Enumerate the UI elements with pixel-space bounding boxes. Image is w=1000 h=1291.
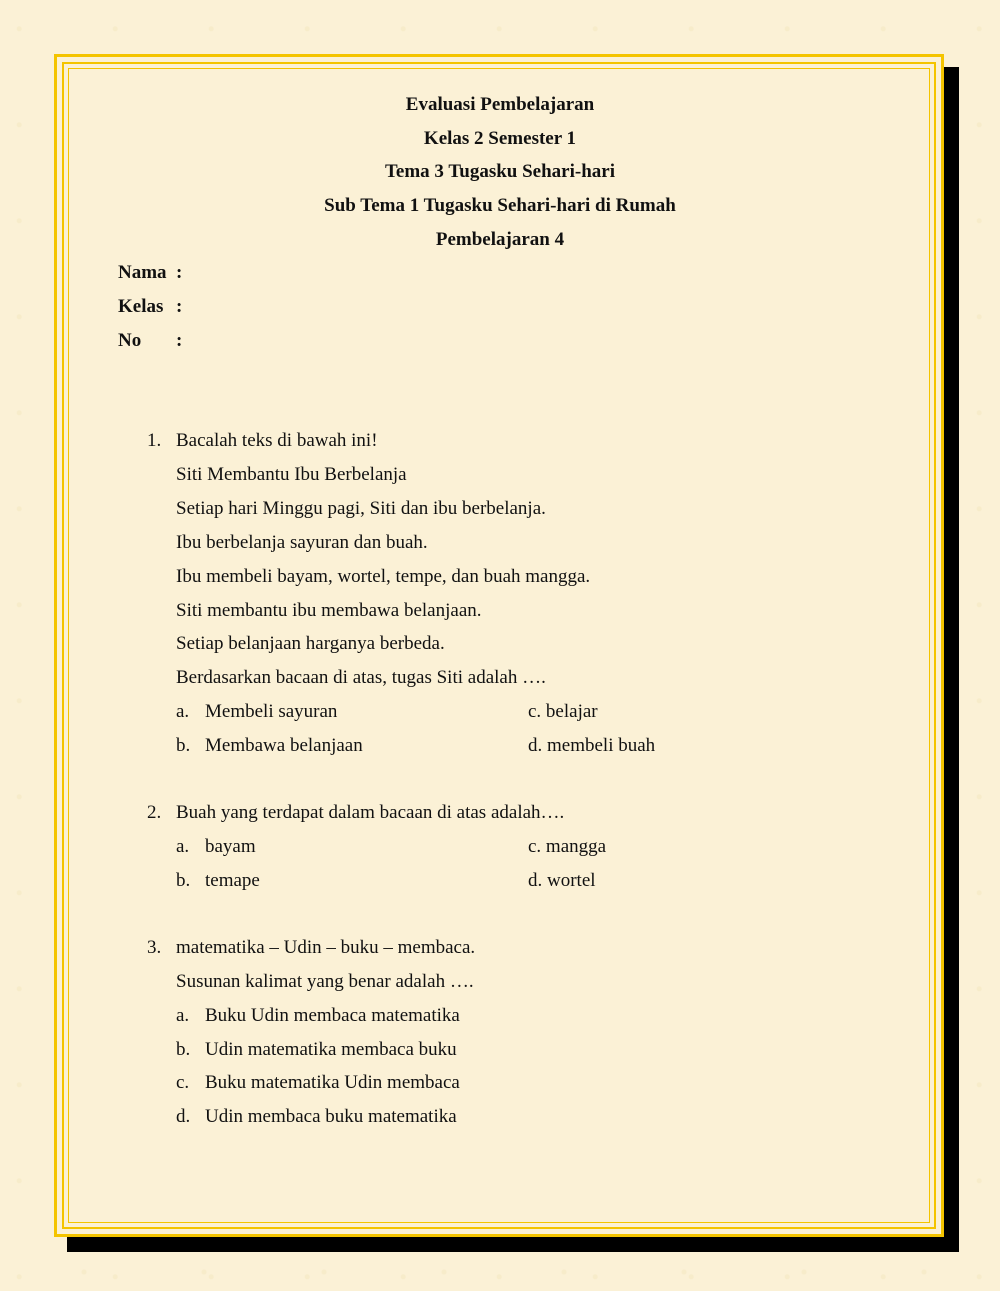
sub-theme: Sub Tema 1 Tugasku Sehari-hari di Rumah — [324, 195, 676, 216]
option-letter: b. — [176, 1039, 191, 1060]
number-colon: : — [176, 330, 183, 351]
number-label: No — [118, 330, 142, 351]
question-2-option-d[interactable]: d. wortel — [528, 870, 596, 891]
question-2-prompt: Buah yang terdapat dalam bacaan di atas adalah…. — [176, 802, 565, 823]
option-text: Membawa belanjaan — [205, 735, 363, 756]
reading-line: Ibu berbelanja sayuran dan buah. — [176, 532, 428, 553]
reading-title: Siti Membantu Ibu Berbelanja — [176, 464, 407, 485]
theme: Tema 3 Tugasku Sehari-hari — [384, 161, 615, 182]
class-colon: : — [176, 296, 183, 317]
question-1-prompt: Berdasarkan bacaan di atas, tugas Siti adalah …. — [176, 667, 546, 688]
name-field[interactable] — [118, 262, 183, 284]
question-1-option-d[interactable]: d. membeli buah — [528, 735, 656, 756]
option-text: Buku matematika Udin membaca — [205, 1072, 460, 1093]
option-letter: b. — [176, 735, 191, 756]
question-1-instruction: Bacalah teks di bawah ini! — [176, 430, 378, 451]
option-letter: a. — [176, 836, 190, 857]
class-semester: Kelas 2 Semester 1 — [423, 128, 577, 149]
question-2-option-c[interactable]: c. mangga — [528, 836, 607, 857]
reading-line: Setiap hari Minggu pagi, Siti dan ibu berbelanja. — [176, 498, 546, 519]
question-3-words: matematika – Udin – buku – membaca. — [176, 937, 476, 958]
option-text: Buku Udin membaca matematika — [205, 1005, 460, 1026]
worksheet-title: Evaluasi Pembelajaran — [405, 94, 595, 115]
question-1-option-c[interactable]: c. belajar — [528, 701, 598, 722]
class-field[interactable] — [118, 296, 183, 318]
reading-line: Siti membantu ibu membawa belanjaan. — [176, 600, 482, 621]
reading-line: Setiap belanjaan harganya berbeda. — [176, 633, 445, 654]
name-label: Nama — [118, 262, 167, 283]
question-2-number: 2. — [147, 802, 162, 823]
question-3-prompt: Susunan kalimat yang benar adalah …. — [176, 971, 474, 992]
option-text: bayam — [205, 836, 256, 857]
reading-line: Ibu membeli bayam, wortel, tempe, dan buah mangga. — [176, 566, 591, 587]
option-letter: b. — [176, 870, 191, 891]
class-label: Kelas — [118, 296, 164, 317]
option-letter: d. — [176, 1106, 191, 1127]
name-colon: : — [176, 262, 183, 283]
option-text: Udin matematika membaca buku — [205, 1039, 457, 1060]
option-letter: a. — [176, 1005, 190, 1026]
question-1-number: 1. — [147, 430, 162, 451]
option-text: temape — [205, 870, 260, 891]
option-letter: c. — [176, 1072, 190, 1093]
question-3-number: 3. — [147, 937, 162, 958]
lesson: Pembelajaran 4 — [435, 229, 565, 250]
option-letter: a. — [176, 701, 190, 722]
number-field[interactable] — [118, 330, 183, 352]
option-text: Membeli sayuran — [205, 701, 338, 722]
option-text: Udin membaca buku matematika — [205, 1106, 457, 1127]
